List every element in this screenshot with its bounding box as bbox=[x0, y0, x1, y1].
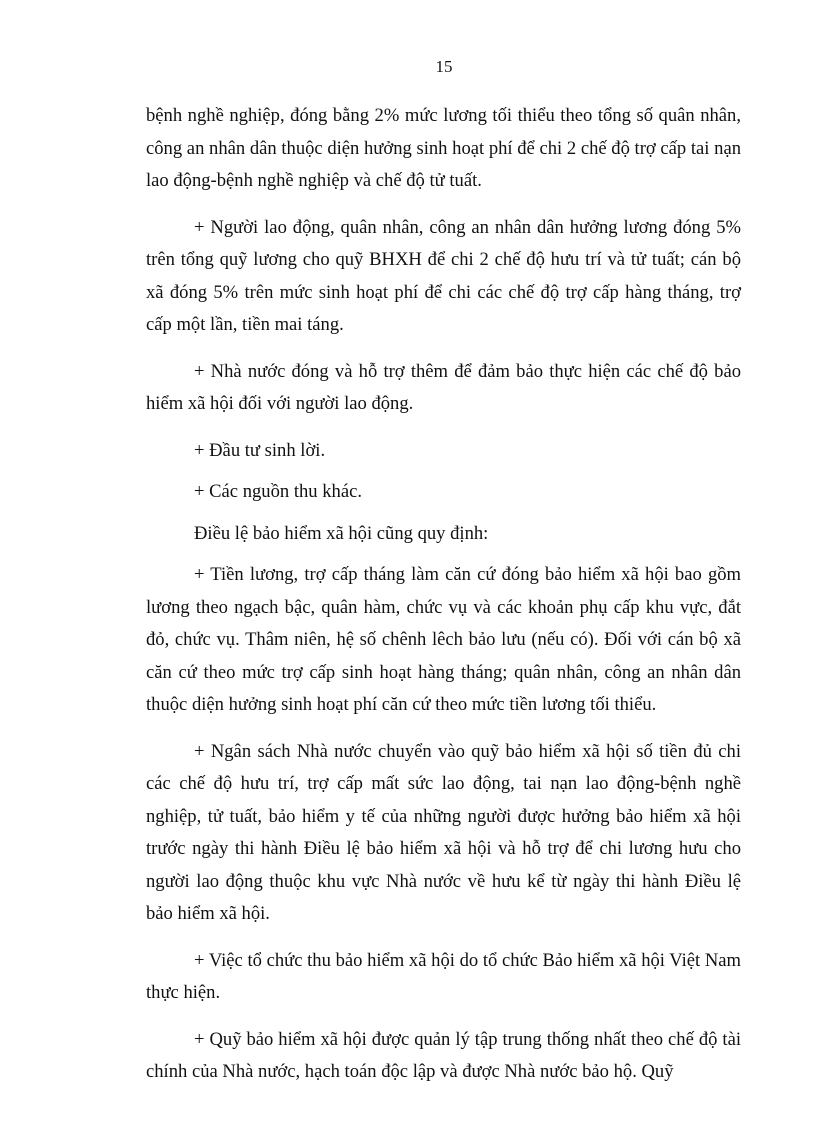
paragraph-fund-management: + Quỹ bảo hiểm xã hội được quản lý tập trung thống nhất theo chế độ tài chính của Nhà nước, hạch toán độc lập và được Nhà nước bảo hộ. Quỹ bbox=[146, 1028, 741, 1082]
paragraph-state-budget: + Ngân sách Nhà nước chuyển vào quỹ bảo hiểm xã hội số tiền đủ chi các chế độ hưu trí, trợ cấp mất sức lao động, tai nạn lao động-bệnh nghề nghiệp, tử tuất, bảo hiểm y tế của những người được hưởng bảo hiểm xã hội trước ngày thi hành Điều lệ bảo hiểm xã hội và hỗ trợ để chi lương hưu cho người lao động thuộc khu vực Nhà nước về hưu kể từ ngày thi hành Điều lệ bảo hiểm xã hội. bbox=[146, 740, 741, 924]
paragraph-investment: + Đầu tư sinh lời. bbox=[194, 439, 326, 461]
paragraph-continuation: bệnh nghề nghiệp, đóng bằng 2% mức lương tối thiểu theo tổng số quân nhân, công an nhân dân thuộc diện hưởng sinh hoạt phí để chi 2 chế độ trợ cấp tai nạn lao động-bệnh nghề nghiệp và chế độ tử tuất. bbox=[146, 105, 741, 191]
paragraph-regulation-intro: Điều lệ bảo hiểm xã hội cũng quy định: bbox=[194, 522, 489, 544]
paragraph-salary-basis: + Tiền lương, trợ cấp tháng làm căn cứ đóng bảo hiểm xã hội bao gồm lương theo ngạch bậc, quân hàm, chức vụ và các khoản phụ cấp khu vực, đắt đỏ, chức vụ. Thâm niên, hệ số chênh lêch bảo lưu (nếu có). Đối với cán bộ xã căn cứ theo mức trợ cấp sinh hoạt hàng tháng; quân nhân, công an nhân dân thuộc diện hưởng sinh hoạt phí căn cứ theo mức tiền lương tối thiểu. bbox=[146, 564, 741, 715]
paragraph-contribution-rates: + Người lao động, quân nhân, công an nhân dân hưởng lương đóng 5% trên tổng quỹ lương cho quỹ BHXH để chi 2 chế độ hưu trí và tử tuất; cán bộ xã đóng 5% trên mức sinh hoạt phí để chi các chế độ trợ cấp hàng tháng, trợ cấp một lần, tiền mai táng. bbox=[146, 216, 741, 335]
paragraph-collection: + Việc tổ chức thu bảo hiểm xã hội do tổ chức Bảo hiểm xã hội Việt Nam thực hiện. bbox=[146, 949, 741, 1003]
paragraph-state-support: + Nhà nước đóng và hỗ trợ thêm để đảm bảo thực hiện các chế độ bảo hiểm xã hội đối với người lao động. bbox=[146, 360, 741, 414]
page-number: 15 bbox=[435, 57, 453, 76]
document-body bbox=[146, 100, 741, 1103]
paragraph-other-sources: + Các nguồn thu khác. bbox=[194, 481, 362, 502]
